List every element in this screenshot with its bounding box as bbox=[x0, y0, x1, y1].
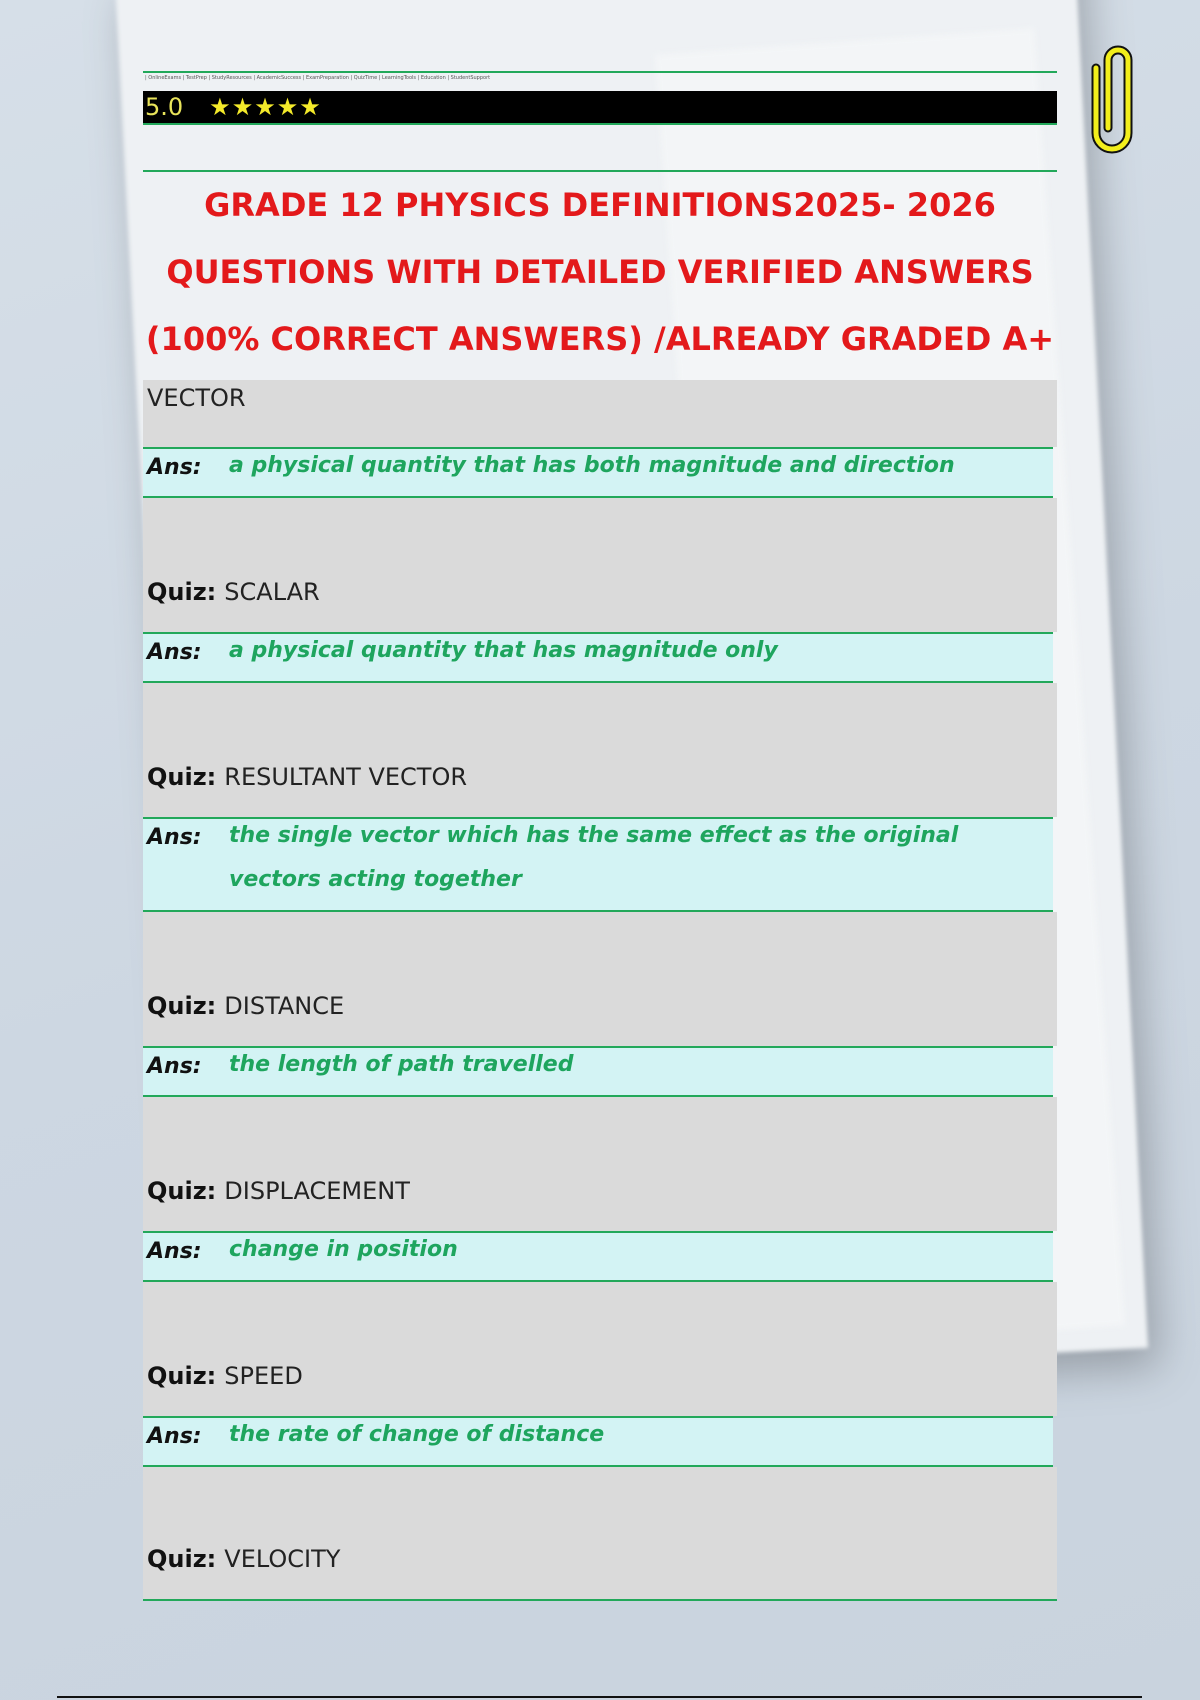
answer-text: the length of path travelled bbox=[229, 1052, 574, 1077]
qa-list bbox=[143, 380, 1057, 1601]
answer-text: the single vector which has the same effect as the original vectors acting together bbox=[229, 823, 959, 892]
answer-row bbox=[143, 447, 1053, 498]
rating-bar bbox=[143, 91, 1057, 125]
question-text: VELOCITY bbox=[224, 1545, 341, 1573]
answer-row bbox=[143, 817, 1053, 912]
question-row bbox=[143, 912, 1057, 1046]
ans-label: Ans: bbox=[147, 455, 202, 480]
answer-row bbox=[143, 1046, 1053, 1097]
ans-label: Ans: bbox=[147, 1424, 202, 1449]
quiz-label: Quiz: bbox=[147, 1362, 217, 1390]
answer-row bbox=[143, 1416, 1053, 1467]
header-tags: | OnlineExams | TestPrep | StudyResources | AcademicSuccess | ExamPreparation | QuizTime | LearningTools | Education | StudentSupport bbox=[145, 75, 491, 81]
star-rating-icon: ★★★★★ bbox=[209, 93, 322, 121]
answer-text: the rate of change of distance bbox=[229, 1422, 605, 1447]
paperclip-icon bbox=[1088, 38, 1146, 154]
question-text: VECTOR bbox=[147, 384, 246, 412]
rating-score: 5.0 bbox=[145, 93, 184, 121]
quiz-label: Quiz: bbox=[147, 763, 217, 791]
answer-row bbox=[143, 632, 1053, 683]
question-row bbox=[143, 1282, 1057, 1416]
ans-label: Ans: bbox=[147, 825, 202, 850]
question-row bbox=[143, 498, 1057, 632]
quiz-label: Quiz: bbox=[147, 1545, 217, 1573]
quiz-label: Quiz: bbox=[147, 1177, 217, 1205]
quiz-label: Quiz: bbox=[147, 578, 217, 606]
answer-text: a physical quantity that has both magnitude and direction bbox=[229, 453, 955, 478]
question-row bbox=[143, 1097, 1057, 1231]
divider bbox=[143, 71, 1057, 73]
answer-text: a physical quantity that has magnitude only bbox=[229, 638, 778, 663]
question-row bbox=[143, 380, 1057, 447]
quiz-label: Quiz: bbox=[147, 992, 217, 1020]
question-text: DISPLACEMENT bbox=[224, 1177, 410, 1205]
question-text: RESULTANT VECTOR bbox=[224, 763, 468, 791]
question-row bbox=[143, 1467, 1057, 1601]
ans-label: Ans: bbox=[147, 1239, 202, 1264]
question-text: SPEED bbox=[224, 1362, 303, 1390]
footer-divider bbox=[57, 1696, 1142, 1698]
answer-row bbox=[143, 1231, 1053, 1282]
question-text: DISTANCE bbox=[224, 992, 345, 1020]
question-text: SCALAR bbox=[224, 578, 320, 606]
question-row bbox=[143, 683, 1057, 817]
ans-label: Ans: bbox=[147, 1054, 202, 1079]
page-title: GRADE 12 PHYSICS DEFINITIONS2025- 2026 QUESTIONS WITH DETAILED VERIFIED ANSWERS (100% CORRECT ANSWERS) /ALREADY GRADED A+ bbox=[145, 186, 1055, 358]
answer-text: change in position bbox=[229, 1237, 458, 1262]
ans-label: Ans: bbox=[147, 640, 202, 665]
